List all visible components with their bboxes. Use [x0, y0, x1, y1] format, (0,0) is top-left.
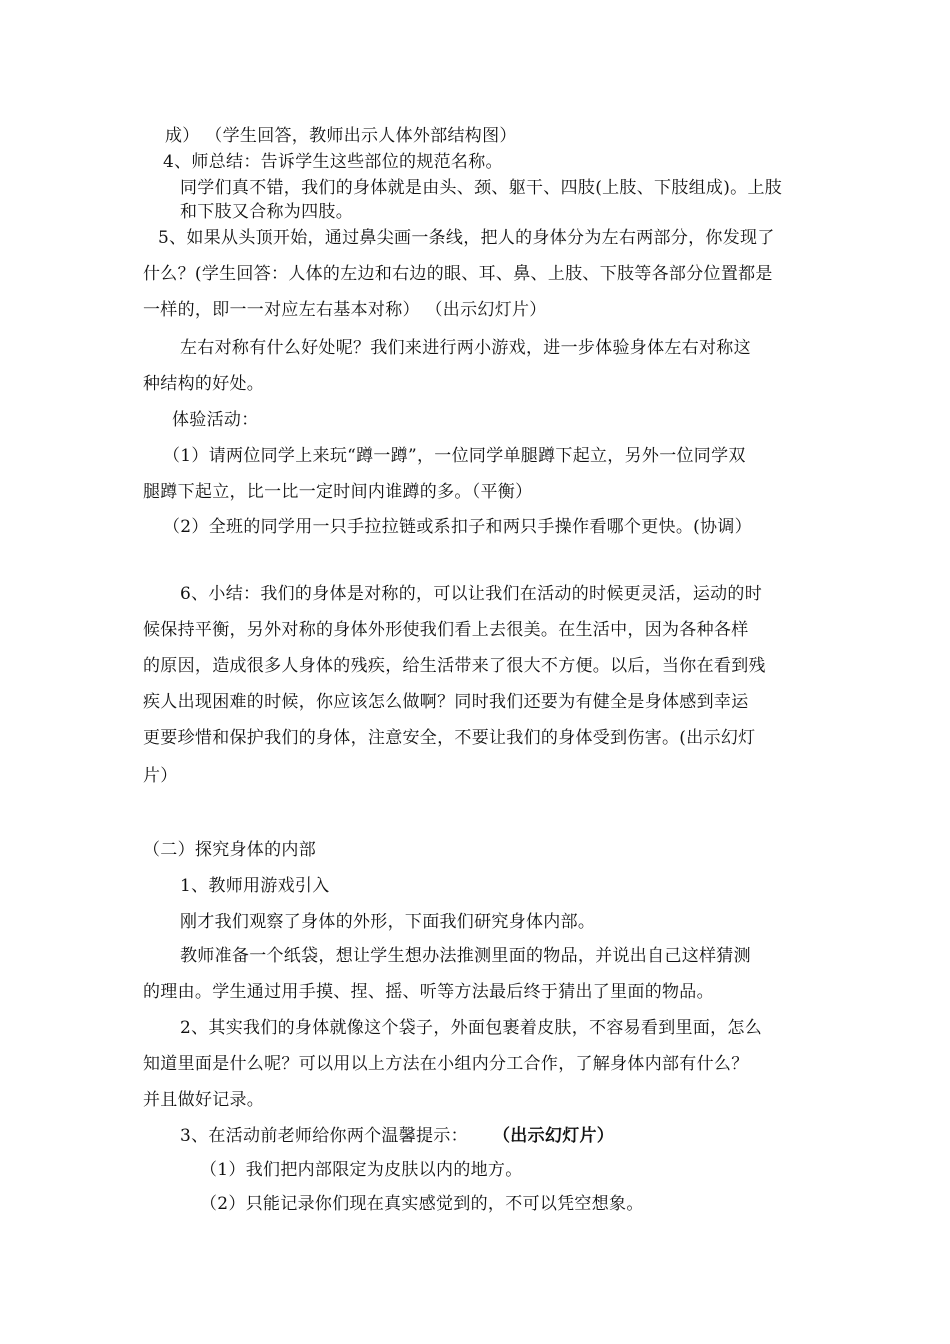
- text-line-27: 并且做好记录。: [143, 1090, 265, 1110]
- text-line-18: 更要珍惜和保护我们的身体，注意安全，不要让我们的身体受到伤害。(出示幻灯: [143, 728, 756, 748]
- text-line-22: 刚才我们观察了身体的外形，下面我们研究身体内部。: [180, 912, 596, 932]
- text-line-15: 候保持平衡，另外对称的身体外形使我们看上去很美。在生活中，因为各种各样: [143, 620, 749, 640]
- text-line-12: 腿蹲下起立，比一比一定时间内谁蹲的多。（平衡）: [143, 482, 533, 502]
- text-line-28: 3、在活动前老师给你两个温馨提示：: [180, 1126, 468, 1146]
- text-line-30: （2）只能记录你们现在真实感觉到的，不可以凭空想象。: [200, 1194, 644, 1214]
- text-line-17: 疾人出现困难的时候，你应该怎么做啊？同时我们还要为有健全是身体感到幸运: [143, 692, 749, 712]
- text-line-2: 4、师总结：告诉学生这些部位的规范名称。: [163, 152, 503, 172]
- text-line-4: 和下肢又合称为四肢。: [180, 202, 353, 222]
- text-line-28-bold: （出示幻灯片）: [493, 1126, 615, 1146]
- text-line-13: （2）全班的同学用一只手拉拉链或系扣子和两只手操作看哪个更快。(协调）: [163, 517, 752, 537]
- text-line-24: 的理由。学生通过用手摸、捏、摇、听等方法最后终于猜出了里面的物品。: [143, 982, 714, 1002]
- text-line-29: （1）我们把内部限定为皮肤以内的地方。: [200, 1160, 523, 1180]
- text-line-23: 教师准备一个纸袋，想让学生想办法推测里面的物品，并说出自己这样猜测: [180, 946, 751, 966]
- section-heading: （二）探究身体的内部: [143, 840, 316, 860]
- text-line-11: （1）请两位同学上来玩“蹲一蹲”，一位同学单腿蹲下起立，另外一位同学双: [163, 446, 746, 466]
- text-line-10: 体验活动：: [172, 410, 259, 430]
- text-line-6: 什么？(学生回答：人体的左边和右边的眼、耳、鼻、上肢、下肢等各部分位置都是: [143, 264, 773, 284]
- text-line-1: 成） （学生回答，教师出示人体外部结构图）: [165, 126, 517, 146]
- text-line-3: 同学们真不错，我们的身体就是由头、颈、躯干、四肢(上肢、下肢组成)。上肢: [180, 178, 783, 198]
- text-line-8: 左右对称有什么好处呢？我们来进行两小游戏，进一步体验身体左右对称这: [180, 338, 751, 358]
- text-line-5: 5、如果从头顶开始，通过鼻尖画一条线，把人的身体分为左右两部分，你发现了: [158, 228, 775, 248]
- text-line-21: 1、教师用游戏引入: [180, 876, 330, 896]
- text-line-9: 种结构的好处。: [143, 374, 265, 394]
- text-line-14: 6、小结：我们的身体是对称的，可以让我们在活动的时候更灵活，运动的时: [180, 584, 763, 604]
- text-line-16: 的原因，造成很多人身体的残疾，给生活带来了很大不方便。以后，当你在看到残: [143, 656, 766, 676]
- text-line-7: 一样的，即一一对应左右基本对称） （出示幻灯片）: [143, 300, 547, 320]
- text-line-26: 知道里面是什么呢？可以用以上方法在小组内分工合作，了解身体内部有什么？: [143, 1054, 749, 1074]
- text-line-25: 2、其实我们的身体就像这个袋子，外面包裹着皮肤，不容易看到里面，怎么: [180, 1018, 763, 1038]
- text-line-19: 片）: [143, 766, 178, 786]
